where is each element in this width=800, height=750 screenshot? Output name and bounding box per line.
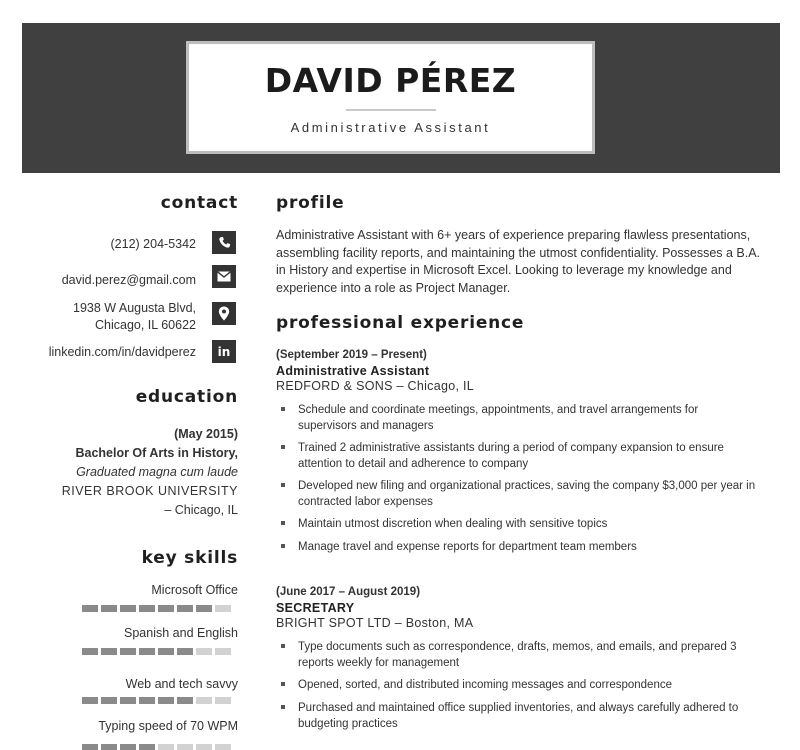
list-item: Type documents such as correspondence, drafts, memos, and emails, and prepared 3 reports weekly for management: [276, 639, 756, 671]
education-entry: [62, 425, 238, 520]
envelope-icon: [212, 265, 236, 288]
skill-bar: [82, 605, 231, 612]
skill-bar: [82, 697, 231, 704]
skill-segment-filled: [139, 744, 155, 750]
skill-segment-empty: [215, 744, 231, 750]
job-bullets: [276, 639, 756, 732]
name-box: [186, 41, 595, 154]
linkedin-icon: in: [212, 340, 236, 363]
education-school: RIVER BROOK UNIVERSITY: [61, 484, 238, 498]
skill-bar: [82, 648, 231, 655]
list-item: Manage travel and expense reports for department team members: [276, 539, 756, 555]
skill-segment-filled: [120, 648, 136, 655]
skill-segment-filled: [82, 697, 98, 704]
skill-segment-empty: [196, 697, 212, 704]
candidate-title: Administrative Assistant: [290, 120, 491, 135]
list-item: Maintain utmost discretion when dealing with sensitive topics: [276, 516, 756, 532]
skill-bar: [82, 744, 231, 750]
skill-segment-filled: [82, 744, 98, 750]
contact-email: david.perez@gmail.com: [61, 273, 196, 287]
job-bullets: [276, 402, 756, 555]
skill-segment-filled: [120, 697, 136, 704]
education-heading: education: [135, 387, 238, 407]
job-date: (June 2017 – August 2019): [276, 586, 421, 598]
skill-segment-filled: [196, 605, 212, 612]
skill-label: Spanish and English: [124, 626, 238, 640]
skill-segment-filled: [158, 697, 174, 704]
skill-segment-empty: [215, 605, 231, 612]
name-divider: [346, 109, 436, 111]
skill-segment-filled: [139, 605, 155, 612]
skill-label: Web and tech savvy: [125, 677, 238, 691]
skill-segment-filled: [120, 744, 136, 750]
skill-segment-filled: [120, 605, 136, 612]
experience-heading: professional experience: [276, 313, 525, 333]
profile-heading: profile: [276, 193, 345, 213]
skill-segment-filled: [158, 648, 174, 655]
skill-segment-filled: [139, 648, 155, 655]
job-entry: [276, 586, 756, 732]
list-item: Purchased and maintained office supplied inventories, and always carefully adhered to budgeting practices: [276, 700, 756, 732]
skill-segment-filled: [177, 605, 193, 612]
job-role: Administrative Assistant: [276, 364, 430, 378]
contact-phone: (212) 204-5342: [110, 237, 196, 251]
job-role: SECRETARY: [276, 601, 355, 615]
skill-segment-filled: [177, 697, 193, 704]
job-entry: [276, 349, 756, 555]
address-line-2: Chicago, IL 60622: [94, 318, 196, 332]
skill-segment-empty: [215, 648, 231, 655]
job-company: BRIGHT SPOT LTD – Boston, MA: [276, 616, 474, 630]
skill-segment-filled: [158, 605, 174, 612]
skill-segment-empty: [158, 744, 174, 750]
skill-segment-empty: [177, 744, 193, 750]
candidate-name: DAVID PÉREZ: [264, 61, 517, 100]
education-date: (May 2015): [174, 427, 238, 441]
skill-segment-filled: [82, 605, 98, 612]
location-pin-icon: [212, 302, 236, 325]
skill-segment-filled: [101, 744, 117, 750]
skill-segment-filled: [82, 648, 98, 655]
skills-heading: key skills: [141, 548, 238, 568]
skill-segment-empty: [196, 648, 212, 655]
contact-linkedin: linkedin.com/in/davidperez: [48, 345, 196, 359]
phone-icon: [212, 231, 236, 254]
skill-segment-filled: [101, 648, 117, 655]
list-item: Opened, sorted, and distributed incoming messages and correspondence: [276, 677, 756, 693]
job-company: REDFORD & SONS – Chicago, IL: [276, 379, 475, 393]
address-line-1: 1938 W Augusta Blvd,: [73, 301, 196, 315]
job-date: (September 2019 – Present): [276, 349, 427, 361]
contact-address: [73, 300, 196, 334]
list-item: Trained 2 administrative assistants during a period of company expansion to ensure attention to detail and adherence to company: [276, 440, 756, 472]
profile-summary: Administrative Assistant with 6+ years of experience preparing flawless presentations, assembling facility reports, and maintaining the utmost confidentiality. Possesses a B.A. in History and expertise in Microsoft Excel. Looking to leverage my knowledge and experience into a role as Project Manager.: [276, 228, 761, 295]
list-item: Developed new filing and organizational practices, saving the company $3,000 per year in contracted labor expenses: [276, 478, 756, 510]
skill-label: Microsoft Office: [151, 583, 238, 597]
education-location: – Chicago, IL: [164, 503, 238, 517]
skill-segment-filled: [139, 697, 155, 704]
contact-heading: contact: [160, 193, 238, 213]
skill-label: Typing speed of 70 WPM: [98, 719, 238, 733]
list-item: Schedule and coordinate meetings, appointments, and travel arrangements for supervisors and managers: [276, 402, 756, 434]
skill-segment-filled: [101, 697, 117, 704]
skill-segment-empty: [215, 697, 231, 704]
skill-segment-empty: [196, 744, 212, 750]
education-honors: Graduated magna cum laude: [76, 465, 238, 479]
skill-segment-filled: [177, 648, 193, 655]
skill-segment-filled: [101, 605, 117, 612]
education-degree: Bachelor Of Arts in History,: [75, 446, 238, 460]
